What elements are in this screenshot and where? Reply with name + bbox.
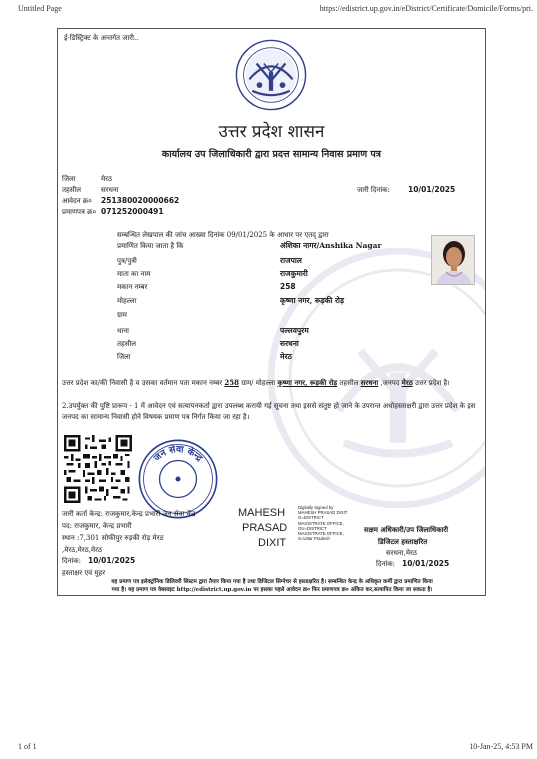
footer-note-1: यह प्रमाण पत्र इलेक्ट्रॉनिक डिलिवरी सिस्टम द्वारा तैयार किया गया है तथा डिजिटल सिग्नेचर से हस्ताक्षरित है। सम्बन्धित केन्द्र के अधिकृत कर्मी द्वारा प्रमाणित किया (111, 579, 433, 585)
field-value-mother: राजकुमारी (280, 269, 308, 278)
issue-date-label: जारी दिनांक: (357, 186, 390, 194)
para1-locality: कृष्णा नगर, रूड़की रोड़ (277, 378, 338, 387)
field-value-father: राजपाल (280, 256, 302, 265)
issuer-sign-label: हस्ताक्षर एवं मुहर (62, 569, 106, 577)
para1-text-3: तहसील (337, 379, 361, 387)
signer-name-line-3: DIXIT (258, 537, 287, 549)
footer-note-2: गया है। यह प्रमाण पत्र वेबसाइट http://edistrict.up.gov.in पर इसका पहले आवेदन क्र० फिर प्रमाणपत्र क्र० अंकित कर,सत्यापित किया जा सकता है। (111, 587, 433, 593)
residence-paragraph (62, 377, 482, 389)
print-page-title: Untitled Page (18, 4, 62, 13)
certificate-number: 071252000491 (101, 207, 164, 216)
ds-line: Digitally Signed by (298, 505, 334, 510)
issuer-post: पद: राजकुमार, केन्द्र प्रभारी (62, 522, 132, 530)
up-government-emblem-icon (235, 39, 307, 111)
print-datetime: 10-Jan-25, 4:53 PM (469, 742, 533, 751)
field-label-tehsil: तहसील (117, 340, 136, 348)
signer-name-line-1: MAHESH (238, 507, 286, 519)
qr-code-icon[interactable] (64, 435, 132, 503)
issue-date-value: 10/01/2025 (408, 185, 456, 194)
application-label: आवेदन क्र० (62, 197, 92, 205)
applicant-photo (431, 235, 475, 285)
signer-name-line-2: PRASAD (242, 522, 288, 534)
para1-district: मेरठ (401, 378, 413, 387)
para1-tehsil: सरधना (360, 378, 379, 387)
field-label-father: पुत्र/पुत्री (117, 257, 137, 265)
authority-place: सरधना,मेरठ (386, 549, 417, 557)
issuer-place-2: ,मेरठ,मेरठ,मेरठ (62, 546, 103, 554)
field-label-village: ग्राम (117, 311, 127, 319)
issuer-place-1: स्थान :7,301 सोफीपुर रुड़की रोड़ मेरठ (62, 534, 164, 542)
tehsil-label: तहसील (62, 186, 81, 194)
authority-date-value: 10/01/2025 (402, 559, 450, 568)
para1-text-4: ,जनपद (378, 379, 402, 387)
para1-text-5: उत्तर प्रदेश है। (412, 379, 450, 387)
authority-title: सक्षम अधिकारी/उप जिलाधिकारी (364, 525, 449, 534)
application-number: 251380020000662 (101, 196, 180, 205)
authority-signed: डिजिटल हस्ताक्षरित (378, 537, 428, 546)
field-label-mother: माता का नाम (117, 270, 151, 278)
intro-line-2: प्रमाणित किया जाता है कि (117, 242, 184, 250)
field-value-name: अंशिका नागर/Anshika Nagar (280, 241, 382, 250)
field-value-house: 258 (280, 282, 296, 291)
authority-date-label: दिनांक: (376, 560, 395, 568)
seal-text: जन सेवा केन्द्र (151, 443, 205, 464)
tehsil-value: सरधना (101, 186, 119, 194)
ds-line: S=Uttar Pradesh (298, 536, 330, 542)
field-value-locality: कृष्णा नगर, रूड़की रोड़ (280, 296, 345, 305)
ds-line: MAGISTRATE OFFICE, (298, 520, 344, 526)
issuer-date-value: 10/01/2025 (88, 556, 136, 565)
intro-line-1: सम्बन्धित लेखपाल की जांच आख्या दिनांक 09/01/2025 के आधार पर एतद् द्वारा (117, 231, 329, 239)
district-value: मेरठ (101, 175, 113, 183)
field-label-district: जिला (117, 353, 131, 361)
field-label-police-station: थाना (117, 327, 129, 335)
digital-signature-details (298, 505, 347, 541)
field-label-locality: मोहल्ला (117, 297, 137, 305)
district-label: जिला (62, 175, 76, 183)
field-value-tehsil: सरधना (280, 339, 299, 348)
issuer-date-label: दिनांक: (62, 557, 81, 565)
field-value-district: मेरठ (280, 352, 292, 361)
para1-house: 258 (224, 378, 239, 387)
ds-line: O=DISTRICT (298, 515, 324, 521)
certificate (57, 28, 486, 596)
confirmation-paragraph: 2.उपर्युक्त की पुष्टि प्रारूप - 1 में आवेदन एवं सत्यापनकर्ता द्वारा उपलब्ध करायी गई सूचना तथा इससे संतुष्ट हो जाने के उपरान्त अधोहस्ताक्षरी द्वारा उत्तर प्रदेश के इस जनपद का सामान्य निवासी होने विषयक प्रमाण पत्र निर्गत किया जा रहा है। (62, 402, 476, 421)
ds-line: OU=DISTRICT (298, 525, 327, 531)
ds-line: MAGISTRATE OFFICE, (298, 531, 344, 537)
print-page-info: 1 of 1 (18, 742, 37, 751)
certificate-number-label: प्रमाणपत्र क्र० (62, 208, 97, 216)
para1-text-2: ग्राम/ मोहल्ला (238, 379, 278, 387)
para1-text-1: उत्तर प्रदेश का/की निवासी है व उसका वर्तमान पता मकान नम्बर (62, 379, 225, 387)
top-note: ई-डिस्ट्रिक्ट के अन्तर्गत जारी.. (64, 34, 139, 42)
certificate-title: उत्तर प्रदेश शासन (218, 122, 325, 142)
certificate-subtitle: कार्यालय उप जिलाधिकारी द्वारा प्रदत्त सामान्य निवास प्रमाण पत्र (161, 149, 382, 160)
applicant-portrait-icon (432, 236, 475, 285)
field-value-police-station: पल्लवपुरम (280, 326, 309, 335)
jan-seva-kendra-seal-icon (136, 437, 220, 521)
field-label-house: मकान नम्बर (117, 283, 148, 291)
ds-line: MAHESH PRASAD DIXIT (298, 510, 348, 516)
print-url[interactable]: https://edistrict.up.gov.in/eDistrict/Certificate/Domicile/Forms/pri. (319, 4, 533, 13)
issuer-center: जारी कर्ता केन्द्र: राजकुमार,केन्द्र प्रभारी जन सेवा केंद्र (62, 510, 196, 518)
